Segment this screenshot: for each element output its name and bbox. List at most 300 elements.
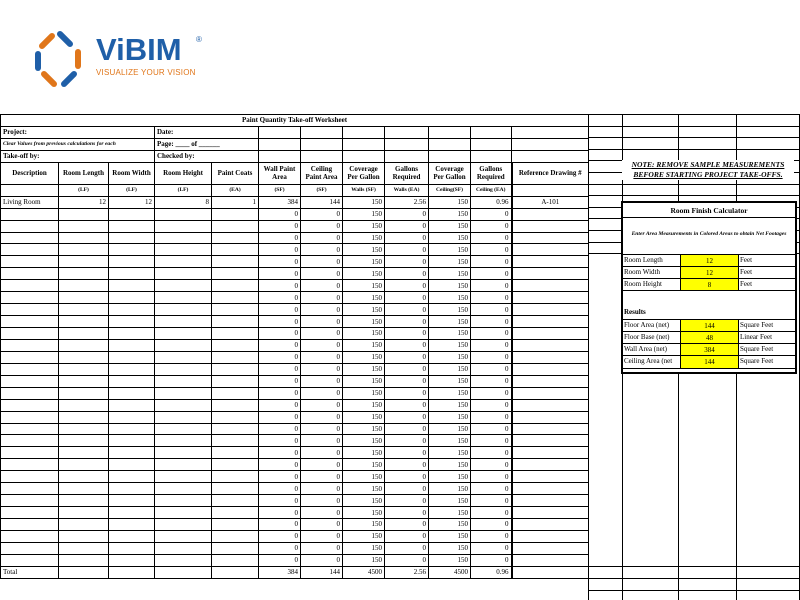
table-cell[interactable]	[59, 328, 109, 340]
table-cell[interactable]	[155, 399, 212, 411]
table-cell[interactable]	[155, 542, 212, 554]
table-cell[interactable]: 0	[471, 304, 512, 316]
table-cell[interactable]	[1, 339, 59, 351]
table-cell[interactable]: 0	[471, 256, 512, 268]
table-cell[interactable]	[155, 519, 212, 531]
table-cell[interactable]	[1, 423, 59, 435]
table-cell[interactable]	[512, 519, 589, 531]
table-cell[interactable]	[59, 232, 109, 244]
table-cell[interactable]	[512, 483, 589, 495]
table-cell[interactable]	[1, 375, 59, 387]
table-cell[interactable]: 0	[259, 387, 301, 399]
table-cell[interactable]: 0	[259, 471, 301, 483]
table-cell[interactable]: 150	[429, 339, 471, 351]
table-cell[interactable]	[512, 554, 589, 566]
table-cell[interactable]: 2.56	[385, 196, 429, 208]
table-cell[interactable]: 150	[429, 256, 471, 268]
room-length-input[interactable]: 12	[680, 255, 739, 267]
table-cell[interactable]	[212, 542, 259, 554]
table-cell[interactable]	[512, 351, 589, 363]
table-cell[interactable]	[512, 280, 589, 292]
table-cell[interactable]: 0	[259, 399, 301, 411]
table-cell[interactable]: Living Room	[1, 196, 59, 208]
table-cell[interactable]: 0	[301, 351, 343, 363]
table-cell[interactable]	[512, 220, 589, 232]
table-cell[interactable]: 0	[301, 316, 343, 328]
table-cell[interactable]: 0	[301, 292, 343, 304]
table-cell[interactable]: 0	[385, 256, 429, 268]
table-cell[interactable]: 150	[429, 411, 471, 423]
table-cell[interactable]	[512, 268, 589, 280]
table-cell[interactable]	[59, 483, 109, 495]
table-cell[interactable]	[109, 399, 155, 411]
table-cell[interactable]	[109, 232, 155, 244]
table-cell[interactable]: 150	[343, 507, 385, 519]
table-cell[interactable]	[212, 519, 259, 531]
table-cell[interactable]	[155, 447, 212, 459]
table-cell[interactable]: 0	[259, 244, 301, 256]
table-cell[interactable]: 0	[385, 280, 429, 292]
table-cell[interactable]: 150	[343, 196, 385, 208]
table-cell[interactable]	[155, 351, 212, 363]
table-cell[interactable]: 0.96	[471, 196, 512, 208]
table-cell[interactable]: 0	[385, 530, 429, 542]
table-cell[interactable]: 150	[343, 411, 385, 423]
table-cell[interactable]	[1, 542, 59, 554]
table-cell[interactable]: 0	[301, 530, 343, 542]
table-cell[interactable]	[512, 304, 589, 316]
table-cell[interactable]: 150	[429, 483, 471, 495]
table-cell[interactable]	[512, 244, 589, 256]
table-cell[interactable]	[512, 471, 589, 483]
table-cell[interactable]	[512, 256, 589, 268]
table-cell[interactable]	[212, 483, 259, 495]
table-cell[interactable]	[59, 423, 109, 435]
table-cell[interactable]: 0	[385, 519, 429, 531]
table-cell[interactable]: 0	[301, 304, 343, 316]
table-cell[interactable]	[212, 423, 259, 435]
table-cell[interactable]: 0	[301, 411, 343, 423]
table-cell[interactable]	[109, 566, 155, 578]
table-cell[interactable]	[59, 208, 109, 220]
table-cell[interactable]: 150	[343, 292, 385, 304]
room-height-input[interactable]: 8	[680, 279, 739, 291]
table-cell[interactable]: 0	[259, 351, 301, 363]
table-cell[interactable]	[1, 351, 59, 363]
table-cell[interactable]	[155, 339, 212, 351]
table-cell[interactable]: 0	[471, 268, 512, 280]
room-width-input[interactable]: 12	[680, 267, 739, 279]
table-cell[interactable]: 150	[429, 399, 471, 411]
table-cell[interactable]	[1, 244, 59, 256]
table-cell[interactable]	[212, 375, 259, 387]
table-cell[interactable]	[59, 375, 109, 387]
table-cell[interactable]	[212, 280, 259, 292]
table-cell[interactable]	[59, 256, 109, 268]
table-cell[interactable]	[512, 447, 589, 459]
table-cell[interactable]: 0	[301, 363, 343, 375]
table-cell[interactable]: 150	[343, 554, 385, 566]
table-cell[interactable]: 150	[343, 375, 385, 387]
table-cell[interactable]	[212, 507, 259, 519]
table-cell[interactable]	[1, 316, 59, 328]
table-cell[interactable]	[155, 208, 212, 220]
table-cell[interactable]: 0	[259, 495, 301, 507]
table-cell[interactable]	[512, 316, 589, 328]
table-cell[interactable]: 0	[259, 292, 301, 304]
table-cell[interactable]: 150	[429, 459, 471, 471]
table-cell[interactable]	[155, 411, 212, 423]
table-cell[interactable]	[512, 459, 589, 471]
table-cell[interactable]: 150	[429, 280, 471, 292]
table-cell[interactable]	[212, 220, 259, 232]
table-cell[interactable]	[59, 292, 109, 304]
table-cell[interactable]: 0	[471, 244, 512, 256]
table-cell[interactable]	[1, 292, 59, 304]
table-cell[interactable]	[155, 483, 212, 495]
table-cell[interactable]	[512, 530, 589, 542]
table-cell[interactable]: 144	[301, 566, 343, 578]
table-cell[interactable]: 150	[343, 351, 385, 363]
table-cell[interactable]: 0	[301, 471, 343, 483]
table-cell[interactable]	[212, 387, 259, 399]
table-cell[interactable]	[1, 519, 59, 531]
table-cell[interactable]	[109, 244, 155, 256]
table-cell[interactable]: 150	[343, 256, 385, 268]
table-cell[interactable]: 12	[109, 196, 155, 208]
table-cell[interactable]	[155, 328, 212, 340]
table-cell[interactable]: 150	[429, 328, 471, 340]
table-cell[interactable]	[155, 280, 212, 292]
table-cell[interactable]: 0	[471, 447, 512, 459]
table-cell[interactable]	[1, 495, 59, 507]
table-cell[interactable]: 0	[301, 220, 343, 232]
table-cell[interactable]	[109, 268, 155, 280]
table-cell[interactable]: 150	[343, 268, 385, 280]
table-cell[interactable]	[212, 399, 259, 411]
table-cell[interactable]: 150	[429, 447, 471, 459]
table-cell[interactable]: 0	[471, 387, 512, 399]
table-cell[interactable]	[155, 232, 212, 244]
table-cell[interactable]	[1, 363, 59, 375]
table-cell[interactable]: 150	[429, 435, 471, 447]
table-cell[interactable]: 150	[429, 519, 471, 531]
table-cell[interactable]	[1, 483, 59, 495]
table-cell[interactable]	[212, 208, 259, 220]
table-cell[interactable]: 150	[343, 363, 385, 375]
table-cell[interactable]: 0	[259, 339, 301, 351]
table-cell[interactable]	[155, 244, 212, 256]
table-cell[interactable]: 0	[471, 507, 512, 519]
table-cell[interactable]: 12	[59, 196, 109, 208]
table-cell[interactable]	[155, 495, 212, 507]
table-cell[interactable]	[109, 530, 155, 542]
table-cell[interactable]	[212, 292, 259, 304]
table-cell[interactable]: 0	[259, 483, 301, 495]
table-cell[interactable]	[512, 411, 589, 423]
table-cell[interactable]: 0	[385, 304, 429, 316]
table-cell[interactable]: 0	[471, 375, 512, 387]
table-cell[interactable]: 0	[471, 411, 512, 423]
table-cell[interactable]: 150	[343, 423, 385, 435]
table-cell[interactable]: 0	[385, 554, 429, 566]
table-cell[interactable]	[109, 519, 155, 531]
table-cell[interactable]	[212, 471, 259, 483]
table-cell[interactable]	[109, 328, 155, 340]
table-cell[interactable]: 150	[429, 351, 471, 363]
table-cell[interactable]: 0	[301, 483, 343, 495]
table-cell[interactable]: 150	[343, 387, 385, 399]
table-cell[interactable]: 0	[301, 399, 343, 411]
table-cell[interactable]	[155, 268, 212, 280]
table-cell[interactable]	[512, 399, 589, 411]
table-cell[interactable]: 0	[259, 435, 301, 447]
table-cell[interactable]	[109, 208, 155, 220]
table-cell[interactable]: 150	[343, 399, 385, 411]
table-cell[interactable]	[1, 328, 59, 340]
table-cell[interactable]: 150	[343, 483, 385, 495]
table-cell[interactable]	[109, 220, 155, 232]
table-cell[interactable]	[155, 554, 212, 566]
table-cell[interactable]: 0	[301, 244, 343, 256]
table-cell[interactable]: 0	[471, 459, 512, 471]
table-cell[interactable]	[59, 554, 109, 566]
table-cell[interactable]	[109, 447, 155, 459]
table-cell[interactable]: 4500	[429, 566, 471, 578]
table-cell[interactable]	[512, 507, 589, 519]
table-cell[interactable]	[512, 292, 589, 304]
table-cell[interactable]: 150	[343, 304, 385, 316]
table-cell[interactable]: 150	[429, 471, 471, 483]
table-cell[interactable]	[512, 542, 589, 554]
table-cell[interactable]: 0	[301, 339, 343, 351]
table-cell[interactable]: 150	[429, 530, 471, 542]
table-cell[interactable]	[59, 542, 109, 554]
table-cell[interactable]: 150	[343, 220, 385, 232]
table-cell[interactable]: 0	[301, 519, 343, 531]
table-cell[interactable]	[1, 471, 59, 483]
table-cell[interactable]: 150	[429, 554, 471, 566]
table-cell[interactable]: 0	[471, 423, 512, 435]
table-cell[interactable]	[212, 256, 259, 268]
table-cell[interactable]	[109, 292, 155, 304]
table-cell[interactable]	[59, 268, 109, 280]
table-cell[interactable]: 0	[385, 339, 429, 351]
table-cell[interactable]: 0	[301, 256, 343, 268]
table-cell[interactable]	[109, 280, 155, 292]
table-cell[interactable]: 0	[471, 351, 512, 363]
table-cell[interactable]: Total	[1, 566, 59, 578]
table-cell[interactable]: 0	[471, 280, 512, 292]
table-cell[interactable]: 0	[259, 519, 301, 531]
table-cell[interactable]	[212, 566, 259, 578]
table-cell[interactable]	[1, 435, 59, 447]
table-cell[interactable]: 0	[385, 423, 429, 435]
table-cell[interactable]	[109, 495, 155, 507]
table-cell[interactable]: 0	[471, 435, 512, 447]
table-cell[interactable]: 144	[301, 196, 343, 208]
table-cell[interactable]	[212, 411, 259, 423]
table-cell[interactable]	[109, 351, 155, 363]
table-cell[interactable]	[59, 220, 109, 232]
table-cell[interactable]	[59, 471, 109, 483]
table-cell[interactable]	[212, 363, 259, 375]
table-cell[interactable]: 0	[385, 268, 429, 280]
table-cell[interactable]: 150	[429, 244, 471, 256]
table-cell[interactable]: 0	[301, 554, 343, 566]
table-cell[interactable]	[1, 554, 59, 566]
table-cell[interactable]: 0	[471, 519, 512, 531]
table-cell[interactable]	[155, 471, 212, 483]
table-cell[interactable]	[212, 351, 259, 363]
table-cell[interactable]	[1, 256, 59, 268]
table-cell[interactable]: 0	[385, 232, 429, 244]
table-cell[interactable]	[59, 530, 109, 542]
table-cell[interactable]: 150	[343, 435, 385, 447]
table-cell[interactable]	[212, 328, 259, 340]
table-cell[interactable]	[109, 507, 155, 519]
table-cell[interactable]	[59, 447, 109, 459]
table-cell[interactable]: 150	[429, 375, 471, 387]
table-cell[interactable]: 150	[429, 220, 471, 232]
table-cell[interactable]: 0	[301, 435, 343, 447]
table-cell[interactable]: 150	[429, 196, 471, 208]
table-cell[interactable]: 0	[385, 375, 429, 387]
table-cell[interactable]: 384	[259, 566, 301, 578]
table-cell[interactable]: 0	[301, 328, 343, 340]
table-cell[interactable]: 0	[259, 363, 301, 375]
table-cell[interactable]: 0	[301, 542, 343, 554]
table-cell[interactable]	[155, 304, 212, 316]
table-cell[interactable]	[212, 268, 259, 280]
table-cell[interactable]	[109, 471, 155, 483]
table-cell[interactable]	[1, 447, 59, 459]
table-cell[interactable]: 0	[301, 459, 343, 471]
table-cell[interactable]: 0	[259, 411, 301, 423]
table-cell[interactable]: 0	[385, 328, 429, 340]
table-cell[interactable]	[109, 387, 155, 399]
table-cell[interactable]: 0	[385, 471, 429, 483]
table-cell[interactable]: 0	[385, 399, 429, 411]
table-cell[interactable]	[59, 399, 109, 411]
table-cell[interactable]: 0	[385, 435, 429, 447]
table-cell[interactable]	[212, 495, 259, 507]
table-cell[interactable]: 0	[385, 208, 429, 220]
table-cell[interactable]: 150	[343, 542, 385, 554]
table-cell[interactable]: 0	[259, 507, 301, 519]
table-cell[interactable]	[512, 339, 589, 351]
table-cell[interactable]: 8	[155, 196, 212, 208]
table-cell[interactable]	[155, 256, 212, 268]
table-cell[interactable]	[512, 423, 589, 435]
table-cell[interactable]: 150	[429, 316, 471, 328]
table-cell[interactable]: 0	[471, 471, 512, 483]
table-cell[interactable]: 0	[385, 387, 429, 399]
table-cell[interactable]	[512, 328, 589, 340]
table-cell[interactable]: 150	[343, 459, 385, 471]
table-cell[interactable]: 0	[301, 232, 343, 244]
table-cell[interactable]	[1, 399, 59, 411]
table-cell[interactable]: 0	[471, 495, 512, 507]
table-cell[interactable]: 0	[471, 530, 512, 542]
table-cell[interactable]	[512, 435, 589, 447]
table-cell[interactable]	[1, 232, 59, 244]
table-cell[interactable]: 0	[301, 280, 343, 292]
table-cell[interactable]	[155, 387, 212, 399]
table-cell[interactable]	[109, 256, 155, 268]
table-cell[interactable]: 150	[429, 208, 471, 220]
table-cell[interactable]	[59, 495, 109, 507]
table-cell[interactable]: 150	[429, 363, 471, 375]
table-cell[interactable]	[212, 530, 259, 542]
table-cell[interactable]	[109, 304, 155, 316]
table-cell[interactable]: 0	[471, 363, 512, 375]
table-cell[interactable]	[59, 363, 109, 375]
table-cell[interactable]	[155, 566, 212, 578]
table-cell[interactable]: 0	[301, 208, 343, 220]
table-cell[interactable]	[1, 411, 59, 423]
table-cell[interactable]: 0	[259, 542, 301, 554]
table-cell[interactable]: 0	[301, 375, 343, 387]
table-cell[interactable]: 0	[471, 232, 512, 244]
table-cell[interactable]	[212, 339, 259, 351]
table-cell[interactable]	[59, 435, 109, 447]
table-cell[interactable]	[212, 554, 259, 566]
table-cell[interactable]: 150	[429, 232, 471, 244]
table-cell[interactable]	[212, 316, 259, 328]
table-cell[interactable]	[109, 542, 155, 554]
table-cell[interactable]: 0	[259, 304, 301, 316]
table-cell[interactable]	[59, 459, 109, 471]
table-cell[interactable]	[155, 292, 212, 304]
table-cell[interactable]: 0	[471, 339, 512, 351]
table-cell[interactable]	[59, 566, 109, 578]
table-cell[interactable]: 0	[471, 554, 512, 566]
table-cell[interactable]	[59, 304, 109, 316]
table-cell[interactable]: 0	[385, 483, 429, 495]
table-cell[interactable]	[155, 375, 212, 387]
table-cell[interactable]	[109, 363, 155, 375]
table-cell[interactable]	[1, 304, 59, 316]
table-cell[interactable]	[109, 411, 155, 423]
table-cell[interactable]: 0	[385, 363, 429, 375]
table-cell[interactable]	[1, 530, 59, 542]
table-cell[interactable]	[212, 304, 259, 316]
table-cell[interactable]: 150	[343, 530, 385, 542]
table-cell[interactable]	[512, 208, 589, 220]
table-cell[interactable]: A-101	[512, 196, 589, 208]
table-cell[interactable]: 0	[259, 375, 301, 387]
table-cell[interactable]: 0	[259, 316, 301, 328]
table-cell[interactable]: 150	[429, 423, 471, 435]
table-cell[interactable]	[155, 435, 212, 447]
table-cell[interactable]: 150	[343, 339, 385, 351]
table-cell[interactable]	[212, 435, 259, 447]
table-cell[interactable]	[1, 507, 59, 519]
table-cell[interactable]: 0	[471, 483, 512, 495]
table-cell[interactable]	[1, 280, 59, 292]
table-cell[interactable]	[512, 566, 589, 578]
table-cell[interactable]	[155, 507, 212, 519]
table-cell[interactable]: 0	[385, 542, 429, 554]
table-cell[interactable]	[155, 459, 212, 471]
table-cell[interactable]: 150	[429, 268, 471, 280]
table-cell[interactable]: 1	[212, 196, 259, 208]
table-cell[interactable]	[59, 339, 109, 351]
table-cell[interactable]: 150	[429, 304, 471, 316]
table-cell[interactable]: 4500	[343, 566, 385, 578]
table-cell[interactable]	[109, 339, 155, 351]
